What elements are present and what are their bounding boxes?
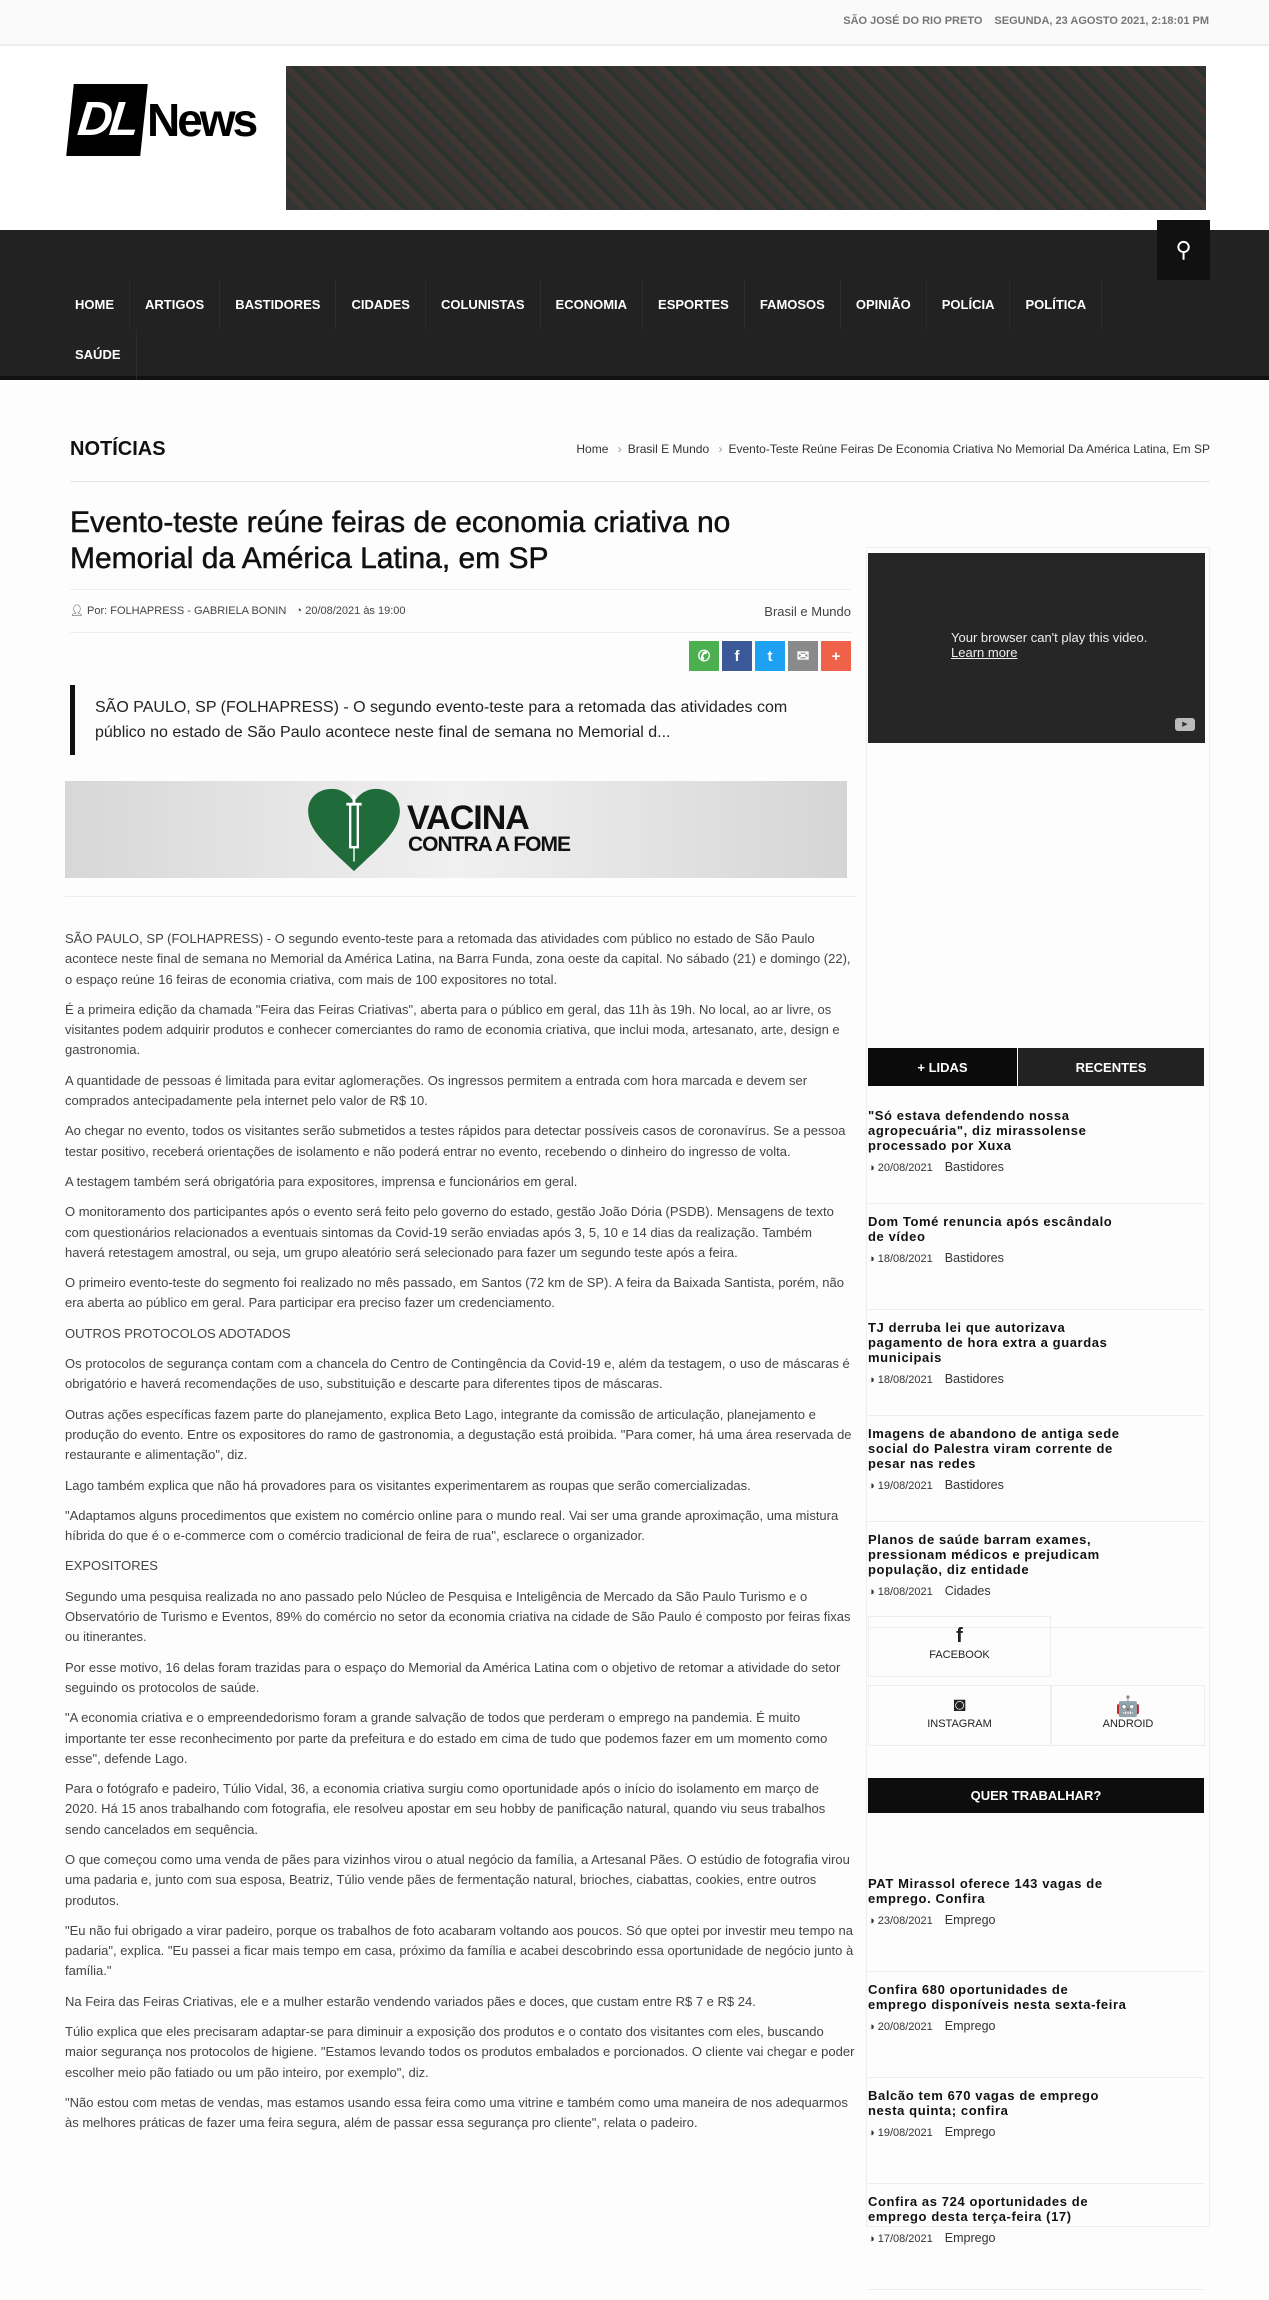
facebook-icon: f <box>956 1625 963 1647</box>
divider <box>65 896 856 897</box>
sidebar <box>866 547 1210 2245</box>
nav-item-economia[interactable]: ECONOMIA <box>541 280 644 330</box>
share-whatsapp-button[interactable] <box>689 641 719 671</box>
search-icon: ⚲ <box>1175 237 1192 262</box>
list-item-category[interactable]: Bastidores <box>944 1160 1004 1174</box>
article-paragraph: Os protocolos de segurança contam com a chancela do Centro de Contingência da Covid-19 e, além da testagem, o uso de máscaras é obrigatório e haverá recomendações de uso, substituição e descarte para diferentes tipos de máscaras. <box>65 1356 850 1392</box>
article-paragraph: A quantidade de pessoas é limitada para evitar aglomerações. Os ingressos permitem a entrada com hora marcada e devem ser comprados antecipadamente pela internet pelo valor de R$ 10. <box>65 1072 808 1109</box>
share-more-button[interactable] <box>821 641 851 671</box>
social-label: ANDROID <box>1102 1718 1154 1730</box>
article-paragraph: O primeiro evento-teste do segmento foi realizado no mês passado, em Santos (72 km de SP). A feira da Baixada Santista, porém, não era aberta ao público em geral. Para participar era preciso fazer um credenciamento. <box>65 1275 844 1311</box>
article-meta <box>70 589 851 633</box>
list-item[interactable] <box>868 2194 1204 2290</box>
author: Por: FOLHAPRESS - GABRIELA BONIN <box>87 605 287 617</box>
clock-icon: ◑ <box>868 1915 878 1927</box>
whatsapp-icon: ✆ <box>697 648 711 665</box>
list-item-category[interactable]: Emprego <box>944 2125 996 2139</box>
main-nav <box>0 230 1269 380</box>
article-paragraph: "Eu não fui obrigado a virar padeiro, porque os trabalhos de foto acabaram voltando aos poucos. Só que optei por investir meu tempo na padaria", explica. "Eu passei a ficar mais tempo em casa, próximo da família e acabei descobrindo essa oportunidade de negócio junto à família." <box>65 1922 854 1979</box>
clock-icon: ◑ <box>868 1480 878 1492</box>
article-paragraph: "A economia criativa e o empreendedorismo foram a grande salvação de todos que perderam o emprego na pandemia. É muito importante ter esse reconhecimento por parte da prefeitura e do estado em cima de tudo que podemos fazer em um momento como esse", defende Lago. <box>65 1710 828 1766</box>
chevron-right-icon: › <box>718 442 723 456</box>
share-facebook-button[interactable] <box>722 641 752 671</box>
more-icon: + <box>831 647 841 665</box>
article-paragraph: Outras ações específicas fazem parte do planejamento, explica Beto Lago, integrante da comissão de articulação, planejamento e produção do evento. Entre os expositores do ramo de gastronomia, a degustação está proibida. "Para comer, há uma área reservada de restaurante e alimentação", diz. <box>65 1406 852 1463</box>
list-item-date: 18/08/2021 <box>877 1374 933 1386</box>
article-paragraph: Segundo uma pesquisa realizada no ano passado pelo Núcleo de Pesquisa e Inteligência de Mercado da São Paulo Turismo e o Observatório de Turismo e Eventos, 89% do comércio no setor da economia criativa na cidade de São Paulo é composto por feiras fixas ou itinerantes. <box>65 1588 851 1645</box>
list-item-date: 19/08/2021 <box>877 1480 933 1492</box>
social-label: FACEBOOK <box>929 1649 990 1661</box>
list-item[interactable] <box>868 1214 1204 1310</box>
email-icon: ✉ <box>796 648 810 665</box>
top-bar <box>0 0 1269 46</box>
list-item-date: 20/08/2021 <box>877 1162 933 1174</box>
clock-icon: ◑ <box>868 1374 878 1386</box>
clock-icon: ◑ <box>868 2233 878 2245</box>
list-item-meta <box>868 2231 1204 2245</box>
article-title: Evento-teste reúne feiras de economia criativa no Memorial da América Latina, em SP <box>70 506 731 575</box>
instagram-icon: ◙ <box>953 1694 966 1716</box>
clock-icon: ◑ <box>868 1586 878 1598</box>
share-buttons <box>70 641 851 671</box>
article-paragraph: "Não estou com metas de vendas, mas estamos usando essa feira como uma vitrine e também como uma maneira de nos adequarmos às melhores práticas de fazer uma feira segura, além de passar essa segurança pro cliente", relata o padeiro. <box>65 2094 848 2131</box>
list-item-meta <box>868 1913 1204 1927</box>
city-label: SÃO JOSÉ DO RIO PRETO <box>843 15 983 27</box>
nav-item-home[interactable]: HOME <box>60 280 130 330</box>
site-header <box>0 46 1269 230</box>
list-item[interactable] <box>868 1108 1204 1204</box>
list-item-category[interactable]: Bastidores <box>944 1251 1004 1265</box>
video-player[interactable] <box>868 553 1205 743</box>
nav-item-artigos[interactable]: ARTIGOS <box>130 280 220 330</box>
list-item-title[interactable]: Confira as 724 oportunidades de emprego desta terça-feira (17) <box>868 2194 1089 2224</box>
learn-more-link[interactable]: Learn more <box>951 645 1018 660</box>
article-body <box>65 929 855 2134</box>
list-item-category[interactable]: Cidades <box>944 1584 991 1598</box>
social-android[interactable] <box>1051 1685 1205 1746</box>
breadcrumb <box>570 442 1210 456</box>
article-paragraph: Na Feira das Feiras Criativas, ele e a mulher estarão vendendo variados pães e doces, que custam entre R$ 7 e R$ 24. <box>65 1993 756 2009</box>
article-paragraph: O que começou como uma venda de pães para vizinhos virou o atual negócio da família, a Artesanal Pães. O estúdio de fotografia virou uma padaria e, junto com sua esposa, Beatriz, Túlio vende pães de fermentação natural, brioches, ciabattas, cookies, entre outros produtos. <box>65 1851 850 1908</box>
list-item-title[interactable]: Dom Tomé renuncia após escândalo de vídeo <box>868 1214 1113 1244</box>
datetime-label: SEGUNDA, 23 AGOSTO 2021, 2:18:01 PM <box>994 15 1209 27</box>
article-paragraph: A testagem também será obrigatória para expositores, imprensa e funcionários em geral. <box>65 1173 578 1189</box>
article-paragraph: Lago também explica que não há provadores para os visitantes experimentarem as roupas que serão comercializadas. <box>65 1477 751 1493</box>
list-item[interactable] <box>868 1320 1204 1416</box>
section-title: NOTÍCIAS <box>70 438 166 460</box>
list-item-title[interactable]: Imagens de abandono de antiga sede social do Palestra viram corrente de pesar nas redes <box>868 1426 1120 1471</box>
twitter-icon: t <box>767 647 773 665</box>
article-paragraph: "Adaptamos alguns procedimentos que existem no comércio online para o mundo real. Vai ser uma grande aproximação, uma mistura híbrida do que é o e-commerce com o comércio tradicional de feira de rua", esclarece o organizador. <box>65 1507 839 1544</box>
search-button[interactable] <box>1157 220 1210 280</box>
heart-syringe-icon <box>305 787 403 873</box>
article-paragraph: OUTROS PROTOCOLOS ADOTADOS <box>65 1325 291 1341</box>
youtube-icon[interactable]: ▶ <box>1175 718 1195 731</box>
jobs-list <box>868 1876 1204 2300</box>
list-item-title[interactable]: PAT Mirassol oferece 143 vagas de emprego. Confira <box>868 1876 1103 1906</box>
list-item-title[interactable]: Planos de saúde barram exames, pressionam médicos e prejudicam população, diz entidade <box>868 1532 1100 1577</box>
social-label: INSTAGRAM <box>927 1718 992 1730</box>
nav-item-cidades[interactable]: CIDADES <box>336 280 426 330</box>
android-icon: 🤖 <box>1115 1696 1141 1718</box>
share-email-button[interactable] <box>788 641 818 671</box>
ad-banner[interactable] <box>65 781 847 878</box>
article-paragraph: SÃO PAULO, SP (FOLHAPRESS) - O segundo evento-teste para a retomada das atividades com público no estado de São Paulo acontece neste final de semana no Memorial da América Latina, na Barra Funda, zona oeste da capital. No sábado (21) e domingo (22), o espaço reúne 16 feiras de economia criativa, com mais de 100 expositores no total. <box>65 931 851 987</box>
page-header <box>70 430 1210 482</box>
list-item[interactable] <box>868 2088 1204 2184</box>
share-twitter-button[interactable] <box>755 641 785 671</box>
article-lead: SÃO PAULO, SP (FOLHAPRESS) - O segundo evento-teste para a retomada das atividades com público no estado de São Paulo acontece neste final de semana no Memorial d... <box>70 685 830 755</box>
list-item-category[interactable]: Emprego <box>944 2019 996 2033</box>
nav-item-saúde[interactable]: SAÚDE <box>60 330 137 380</box>
clock-icon: ◔ <box>295 605 303 617</box>
nav-item-colunistas[interactable]: COLUNISTAS <box>426 280 541 330</box>
tab-recentes[interactable]: RECENTES <box>1018 1048 1204 1086</box>
list-item[interactable] <box>868 1532 1204 1628</box>
article-paragraph: Túlio explica que eles precisaram adaptar-se para diminuir a exposição dos produtos e o contato dos visitantes com eles, buscando maior segurança nos protocolos de higiene. "Estamos levando todos os produtos embalados e porcionados. O cliente vai chegar e poder escolher meio pão fatiado ou um pão inteiro, por exemplo", diz. <box>65 2024 855 2080</box>
publish-date: 20/08/2021 às 19:00 <box>305 605 406 617</box>
list-item-category[interactable]: Bastidores <box>944 1372 1004 1386</box>
list-item-meta <box>868 1478 1204 1492</box>
nav-item-famosos[interactable]: FAMOSOS <box>745 280 841 330</box>
site-logo[interactable] <box>70 84 255 156</box>
clock-icon: ◑ <box>868 1162 878 1174</box>
list-item-date: 18/08/2021 <box>877 1586 933 1598</box>
article-paragraph: O monitoramento dos participantes após o evento será feito pelo governo do estado, gestão João Dória (PSDB). Mensagens de texto com questionários relacionados a eventuais sintomas da Covid-19 serão enviadas após 3, 5, 10 e 14 dias da realização. Também haverá retestagem amostral, ou seja, um grupo aleatório será selecionado para fazer um segundo teste após a feira. <box>65 1204 834 1260</box>
social-facebook[interactable] <box>868 1616 1051 1677</box>
list-item-meta <box>868 1584 1204 1598</box>
nav-item-polícia[interactable]: POLÍCIA <box>927 280 1011 330</box>
article-category[interactable]: Brasil e Mundo <box>764 604 851 619</box>
chevron-right-icon: › <box>617 442 622 456</box>
clock-icon: ◑ <box>868 1253 878 1265</box>
list-item-title[interactable]: TJ derruba lei que autorizava pagamento de hora extra a guardas municipais <box>868 1320 1108 1365</box>
list-item-date: 19/08/2021 <box>877 2127 933 2139</box>
breadcrumb-current: Evento-Teste Reúne Feiras De Economia Criativa No Memorial Da América Latina, Em SP <box>728 442 1210 456</box>
nav-item-opinião[interactable]: OPINIÃO <box>841 280 927 330</box>
breadcrumb-category[interactable]: Brasil E Mundo <box>627 442 710 456</box>
list-item-date: 18/08/2021 <box>877 1253 933 1265</box>
facebook-icon: f <box>734 647 740 665</box>
logo-dl: DL <box>66 84 148 156</box>
list-item-date: 17/08/2021 <box>877 2233 933 2245</box>
ad-line2: CONTRA A FOME <box>408 833 570 856</box>
list-item-meta <box>868 2019 1204 2033</box>
breadcrumb-home[interactable]: Home <box>576 442 609 456</box>
article-paragraph: Ao chegar no evento, todos os visitantes serão submetidos a testes rápidos para detectar possíveis casos de coronavírus. Se a pessoa testar positivo, receberá orientações de isolamento e não poderá entrar no evento, recebendo o dinheiro do ingresso de volta. <box>65 1123 846 1159</box>
sidebar-tabs <box>868 1048 1204 1086</box>
article-paragraph: É a primeira edição da chamada "Feira das Feiras Criativas", aberta para o público em geral, das 11h às 19h. No local, ao ar livre, os visitantes podem adquirir produtos e conhecer comerciantes do ramo de economia criativa, que inclui moda, artesanato, arte, design e gastronomia. <box>65 1001 840 1058</box>
list-item[interactable] <box>868 1426 1204 1522</box>
clock-icon: ◑ <box>868 2127 878 2139</box>
header-banner-image <box>286 66 1206 210</box>
list-item-date: 20/08/2021 <box>877 2021 933 2033</box>
logo-news: News <box>146 94 256 146</box>
social-instagram[interactable] <box>868 1685 1051 1746</box>
tab-mais-lidas[interactable]: + LIDAS <box>868 1048 1018 1086</box>
jobs-heading: QUER TRABALHAR? <box>868 1778 1204 1813</box>
clock-icon: ◑ <box>868 2021 878 2033</box>
article-paragraph: Por esse motivo, 16 delas foram trazidas para o espaço do Memorial da América Latina com o objetivo de retomar a atividade do setor seguindo os protocolos de saúde. <box>65 1659 841 1695</box>
list-item-category[interactable]: Emprego <box>944 1913 996 1927</box>
article <box>65 505 855 2144</box>
article-paragraph: Para o fotógrafo e padeiro, Túlio Vidal, 36, a economia criativa surgiu como oportunidade após o início do isolamento em março de 2020. Há 15 anos trabalhando com fotografia, ele resolveu apostar em seu hobby de panificação natural, quando viu seus trabalhos sendo cancelados em sequência. <box>65 1781 826 1837</box>
list-item-title[interactable]: Balcão tem 670 vagas de emprego nesta quinta; confira <box>868 2088 1100 2118</box>
list-item-category[interactable]: Bastidores <box>944 1478 1004 1492</box>
list-item-meta <box>868 1160 1204 1174</box>
list-item-meta <box>868 2125 1204 2139</box>
list-item[interactable] <box>868 1876 1204 1972</box>
ad-line1: VACINA <box>407 799 529 837</box>
nav-item-bastidores[interactable]: BASTIDORES <box>220 280 336 330</box>
list-item-title[interactable]: Confira 680 oportunidades de emprego disponíveis nesta sexta-feira <box>868 1982 1127 2012</box>
nav-item-esportes[interactable]: ESPORTES <box>643 280 745 330</box>
list-item-meta <box>868 1251 1204 1265</box>
user-icon: 👤︎ <box>70 605 84 617</box>
list-item-title[interactable]: "Só estava defendendo nossa agropecuária", diz mirassolense processado por Xuxa <box>868 1108 1087 1153</box>
list-item[interactable] <box>868 1982 1204 2078</box>
list-item-date: 23/08/2021 <box>877 1915 933 1927</box>
article-paragraph: EXPOSITORES <box>65 1558 158 1574</box>
nav-item-política[interactable]: POLÍTICA <box>1010 280 1102 330</box>
popular-list <box>868 1108 1204 1638</box>
list-item-category[interactable]: Emprego <box>944 2231 996 2245</box>
video-error-message: Your browser can't play this video. <box>951 630 1148 645</box>
list-item-meta <box>868 1372 1204 1386</box>
